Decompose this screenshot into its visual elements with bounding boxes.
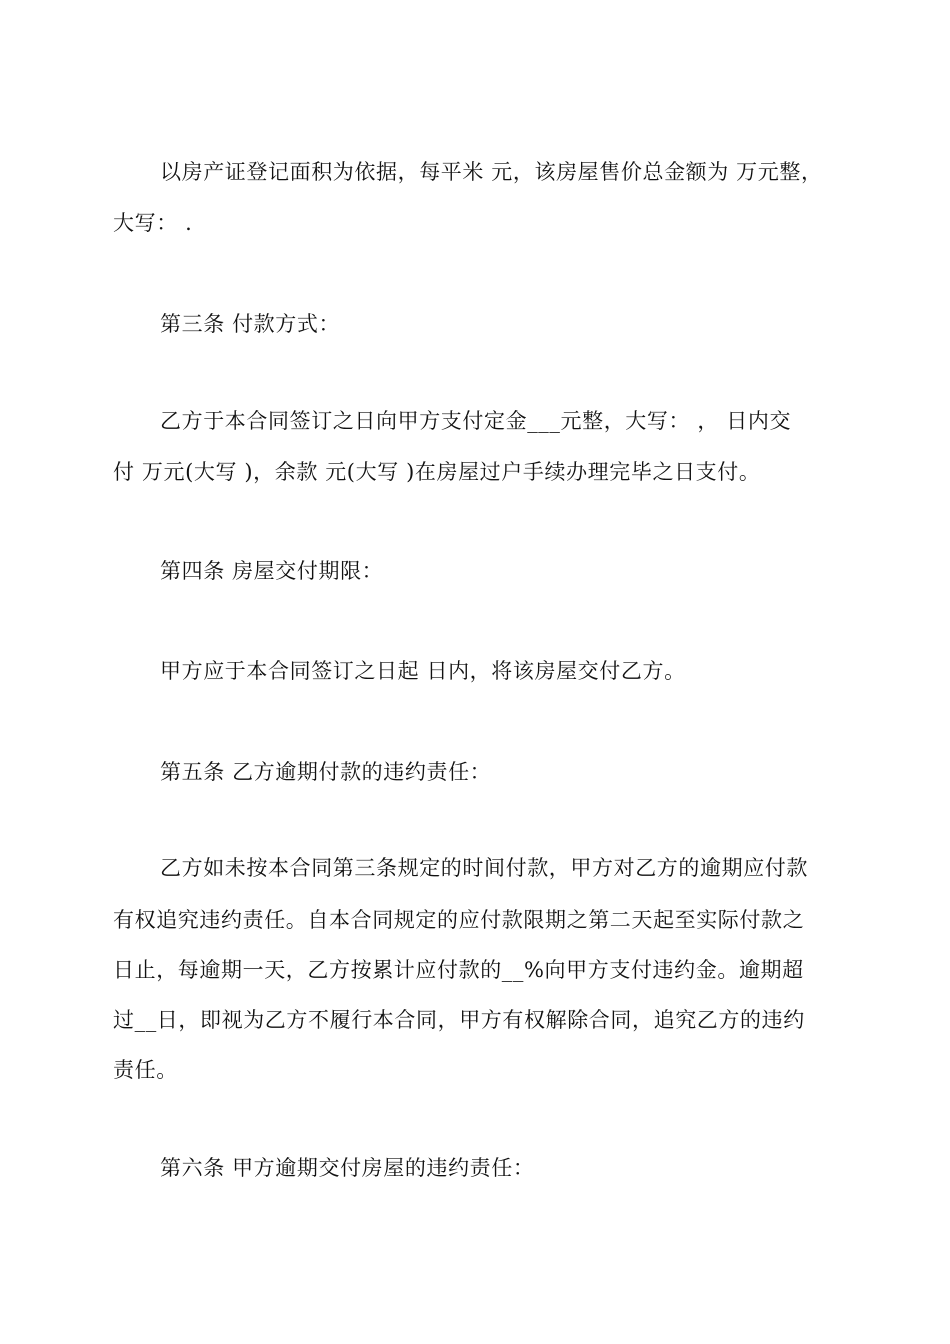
paragraph-delivery-line-1: 甲方应于本合同签订之日起 日内，将该房屋交付乙方。 xyxy=(160,659,686,683)
paragraph-late-payment-line-4: 过__日，即视为乙方不履行本合同，甲方有权解除合同，追究乙方的违约 xyxy=(113,1008,805,1032)
paragraph-late-payment-line-3: 日止，每逾期一天，乙方按累计应付款的__%向甲方支付违约金。逾期超 xyxy=(113,958,804,982)
paragraph-late-payment-line-1: 乙方如未按本合同第三条规定的时间付款，甲方对乙方的逾期应付款 xyxy=(160,856,808,880)
paragraph-late-payment-line-5: 责任。 xyxy=(113,1058,178,1082)
article-5-heading: 第五条 乙方逾期付款的违约责任： xyxy=(160,760,492,784)
paragraph-price-line-1: 以房产证登记面积为依据，每平米 元，该房屋售价总金额为 万元整， xyxy=(160,160,823,184)
paragraph-payment-line-2: 付 万元(大写 )，余款 元(大写 )在房屋过户手续办理完毕之日支付。 xyxy=(113,460,761,484)
article-3-heading: 第三条 付款方式： xyxy=(160,312,341,336)
paragraph-late-payment-line-2: 有权追究违约责任。自本合同规定的应付款限期之第二天起至实际付款之 xyxy=(113,908,805,932)
article-6-heading: 第六条 甲方逾期交付房屋的违约责任： xyxy=(160,1156,535,1180)
article-4-heading: 第四条 房屋交付期限： xyxy=(160,559,384,583)
paragraph-payment-line-1: 乙方于本合同签订之日向甲方支付定金___元整，大写： ， 日内交 xyxy=(160,409,792,433)
paragraph-price-line-2: 大写： . xyxy=(113,211,193,235)
